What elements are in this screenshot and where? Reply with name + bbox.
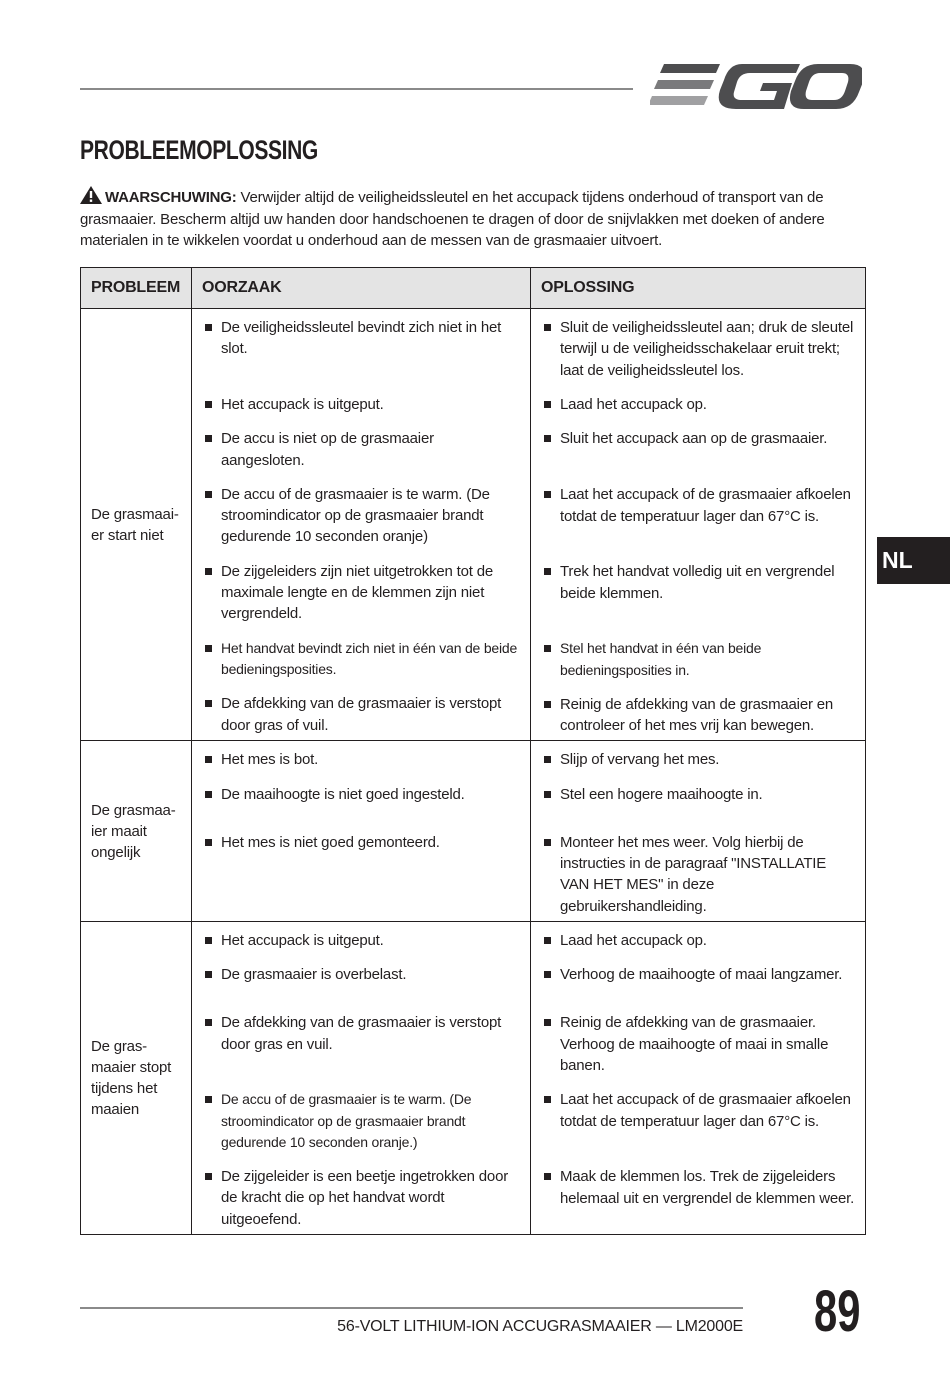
cause-item: De accu is niet op de grasmaaier aangesloten. [202, 428, 520, 471]
warning-triangle-icon [80, 186, 102, 204]
cause-item: De afdekking van de grasmaaier is verstopt door gras of vuil. [202, 693, 520, 736]
solution-item: Laat het accupack of de grasmaaier afkoelen totdat de temperatuur lager dan 67°C is. [541, 484, 855, 548]
solution-item: Stel het handvat in één van beide bedieningsposities in. [541, 638, 855, 681]
footer-product-title: 56-VOLT LITHIUM-ION ACCUGRASMAAIER — LM2000E [337, 1318, 743, 1335]
cause-item: De afdekking van de grasmaaier is verstopt door gras en vuil. [202, 1012, 520, 1076]
solution-item: Laad het accupack op. [541, 930, 855, 951]
cause-item: Het mes is niet goed gemonteerd. [202, 832, 520, 853]
cause-cell [192, 309, 531, 741]
troubleshooting-table [80, 267, 866, 1235]
cause-item: De zijgeleiders zijn niet uitgetrokken tot de maximale lengte en de klemmen zijn niet vergrendeld. [202, 561, 520, 625]
solution-item: Sluit de veiligheidssleutel aan; druk de sleutel terwijl u de veiligheidsschakelaar eruit trekt; laat de veiligheidssleutel los. [541, 317, 855, 381]
cause-item: Het handvat bevindt zich niet in één van de beide bedieningsposities. [202, 638, 520, 681]
page-title: PROBLEEMOPLOSSING [80, 135, 318, 165]
solution-item: Verhoog de maaihoogte of maai langzamer. [541, 964, 855, 1000]
cause-item: De maaihoogte is niet goed ingesteld. [202, 784, 520, 820]
solution-item: Stel een hogere maaihoogte in. [541, 784, 855, 820]
header-problem: PROBLEEM [81, 268, 192, 309]
header-rule [80, 88, 633, 90]
footer-rule [80, 1307, 743, 1309]
ego-logo [650, 60, 862, 114]
solution-item: Maak de klemmen los. Trek de zijgeleiders helemaal uit en vergrendel de klemmen weer. [541, 1166, 855, 1209]
solution-item: Trek het handvat volledig uit en vergrendel beide klemmen. [541, 561, 855, 625]
table-header-row [81, 268, 866, 309]
table-row [81, 741, 866, 921]
cause-item: Het accupack is uitgeput. [202, 930, 520, 951]
cause-cell [192, 741, 531, 921]
solution-item: Laat het accupack of de grasmaaier afkoelen totdat de temperatuur lager dan 67°C is. [541, 1089, 855, 1153]
cause-item: Het accupack is uitgeput. [202, 394, 520, 415]
language-tab: NL [877, 537, 950, 584]
solution-item: Monteer het mes weer. Volg hierbij de instructies in de paragraaf "INSTALLATIE VAN HET MES" in deze gebruikershandleiding. [541, 832, 855, 917]
warning-block [80, 186, 860, 252]
cause-item: De accu of de grasmaaier is te warm. (De stroomindicator op de grasmaaier brandt gedurende 10 seconden oranje) [202, 484, 520, 548]
solution-item: Sluit het accupack aan op de grasmaaier. [541, 428, 855, 471]
solution-item: Slijp of vervang het mes. [541, 749, 855, 770]
warning-label: WAARSCHUWING: [105, 189, 237, 206]
solution-item: Laad het accupack op. [541, 394, 855, 415]
cause-item: De zijgeleider is een beetje ingetrokken door de kracht die op het handvat wordt uitgeoefend. [202, 1166, 520, 1230]
page-number: 89 [814, 1279, 861, 1344]
cause-item: Het mes is bot. [202, 749, 520, 770]
cause-item: De grasmaaier is overbelast. [202, 964, 520, 1000]
warning-text: Verwijder altijd de veiligheidssleutel en het accupack tijdens onderhoud of transport van de grasmaaier. Bescherm altijd uw handen door handschoenen te dragen of door de snijvlakken met doeken of andere materialen in te wikkelen voordat u onderhoud aan de messen van de grasmaaier uitvoert. [80, 189, 825, 249]
cause-cell [192, 921, 531, 1234]
table-row [81, 309, 866, 741]
solution-cell [531, 921, 866, 1234]
cause-item: De veiligheidssleutel bevindt zich niet in het slot. [202, 317, 520, 381]
header-cause: OORZAAK [192, 268, 531, 309]
header-solution: OPLOSSING [531, 268, 866, 309]
problem-cell: De grasmaai-er start niet [81, 309, 192, 741]
table-row [81, 921, 866, 1234]
solution-item: Reinig de afdekking van de grasmaaier. Verhoog de maaihoogte of maai in smalle banen. [541, 1012, 855, 1076]
problem-cell: De gras-maaier stopt tijdens het maaien [81, 921, 192, 1234]
problem-cell: De grasmaa-ier maait ongelijk [81, 741, 192, 921]
solution-cell [531, 309, 866, 741]
solution-item: Reinig de afdekking van de grasmaaier en controleer of het mes vrij kan bewegen. [541, 694, 855, 737]
solution-cell [531, 741, 866, 921]
cause-item: De accu of de grasmaaier is te warm. (De stroomindicator op de grasmaaier brandt gedurende 10 seconden oranje.) [202, 1089, 520, 1153]
